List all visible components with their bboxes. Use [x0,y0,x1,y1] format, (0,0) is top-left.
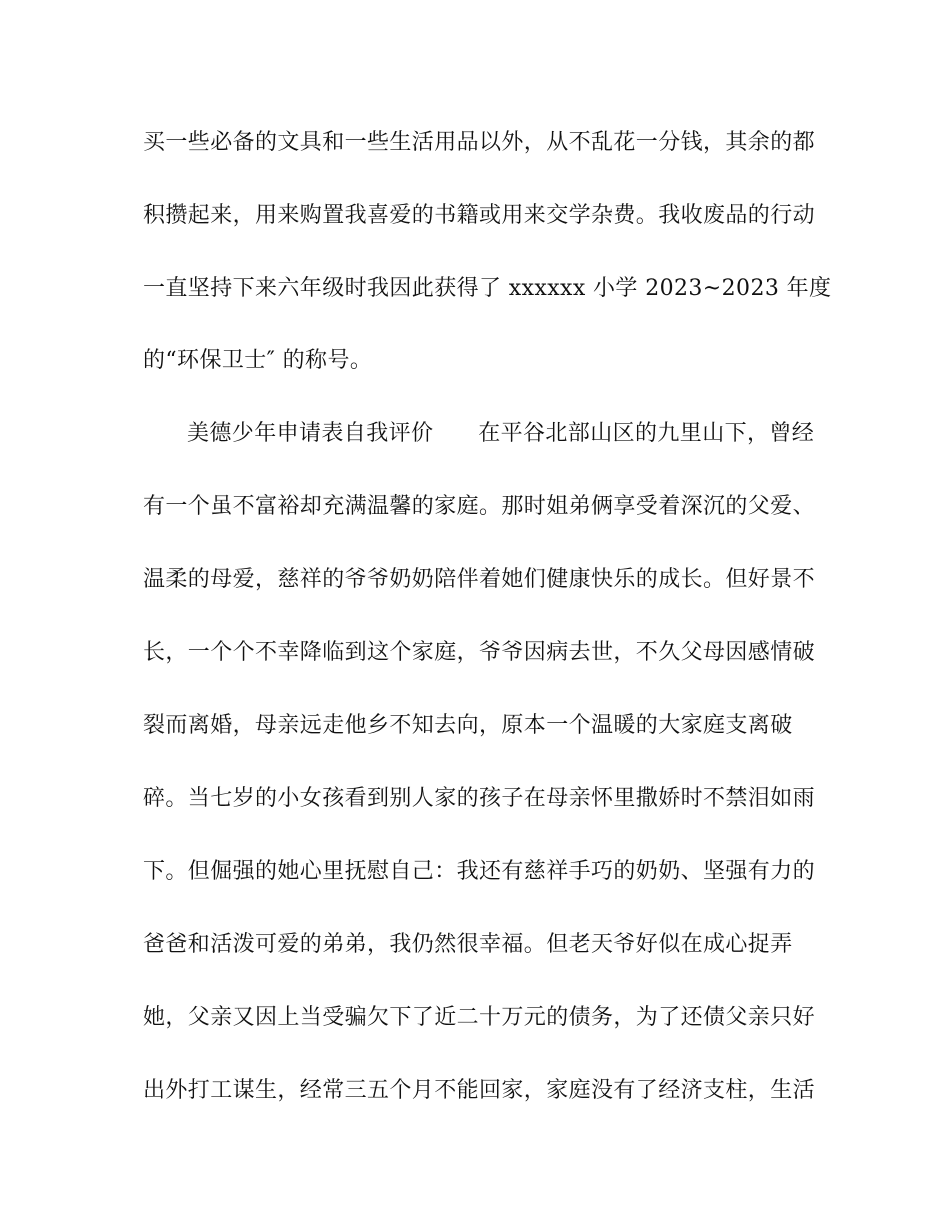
text-line-1: 买一些必备的文具和一些生活用品以外，从不乱花一分钱，其余的都 [143,130,816,155]
text-line-12: 爸爸和活泼可爱的弟弟，我仍然很幸福。但老天爷好似在成心捉弄 [143,932,793,957]
text-line-13: 她，父亲又因上当受骗欠下了近二十万元的债务，为了还债父亲只好 [143,1005,816,1030]
text-line-9: 裂而离婚，母亲远走他乡不知去向，原本一个温暖的大家庭支离破 [143,713,793,738]
text-line-3: 一直坚持下来六年级时我因此获得了 xxxxxx 小学 2023~2023 年度 [143,276,832,301]
text-line-14: 出外打工谋生，经常三五个月不能回家，家庭没有了经济支柱，生活 [143,1078,816,1103]
text-line-4: 的“环保卫士″ 的称号。 [143,348,373,373]
text-line-8: 长，一个个不幸降临到这个家庭，爷爷因病去世，不久父母因感情破 [143,640,816,665]
text-line-7: 温柔的母爱，慈祥的爷爷奶奶陪伴着她们健康快乐的成长。但好景不 [143,567,816,592]
text-line-6: 有一个虽不富裕却充满温馨的家庭。那时姐弟俩享受着深沉的父爱、 [143,494,816,519]
text-line-2: 积攒起来，用来购置我喜爱的书籍或用来交学杂费。我收废品的行动 [143,203,816,228]
paragraph-start-line: 美德少年申请表自我评价 在平谷北部山区的九里山下，曾经 [187,421,815,446]
text-line-11: 下。但倔强的她心里抚慰自己：我还有慈祥手巧的奶奶、坚强有力的 [143,859,816,884]
text-line-10: 碎。当七岁的小女孩看到别人家的孩子在母亲怀里撒娇时不禁泪如雨 [143,786,816,811]
